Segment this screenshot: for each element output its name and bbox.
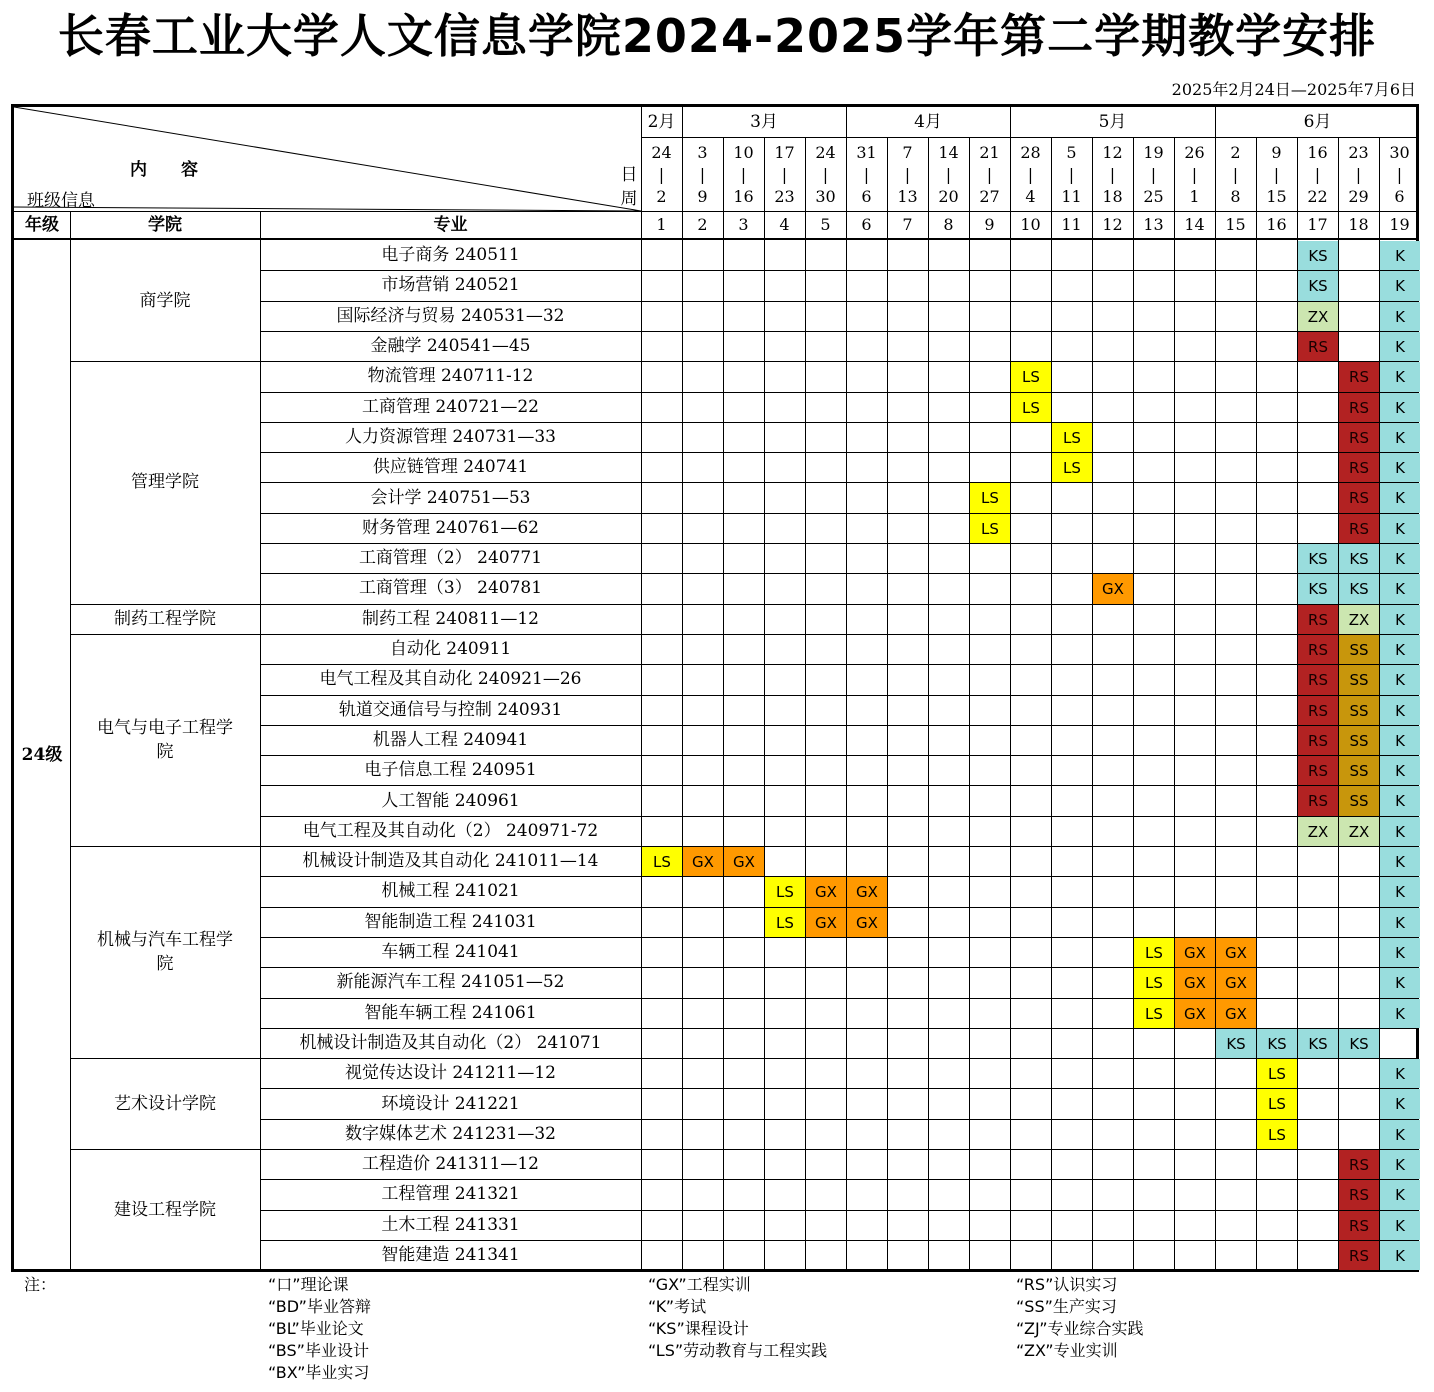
col-grade-header: 年级: [25, 214, 59, 235]
class-info-label: 班级信息: [27, 191, 95, 211]
week-end-date: 16: [733, 187, 754, 206]
schedule-cell-ks: KS: [1339, 1029, 1379, 1058]
week-column-line: [682, 137, 683, 1269]
week-start-date: 31: [856, 143, 877, 162]
week-number: 9: [984, 214, 995, 234]
week-start-date: 28: [1020, 143, 1041, 162]
schedule-cell-k: K: [1380, 726, 1420, 755]
schedule-cell-ls: LS: [1257, 1059, 1297, 1088]
schedule-cell-k: K: [1380, 1241, 1420, 1270]
major-name: 自动化 240911: [389, 639, 512, 660]
week-date-range: [1297, 139, 1338, 211]
week-date-range: [1010, 139, 1051, 211]
schedule-cell-ks: KS: [1298, 241, 1338, 270]
major-name: 制药工程 240811—12: [362, 608, 539, 629]
schedule-cell-rs: RS: [1339, 514, 1379, 543]
month-3: 4月: [914, 112, 942, 132]
week-number: 15: [1225, 214, 1246, 234]
schedule-cell-rs: RS: [1298, 605, 1338, 634]
schedule-cell-gx: GX: [806, 877, 846, 907]
major-name: 电子信息工程 240951: [364, 760, 537, 781]
schedule-cell-gx: GX: [1216, 968, 1256, 998]
schedule-cell-gx: GX: [1175, 968, 1215, 998]
schedule-cell-k: K: [1380, 302, 1420, 331]
week-start-date: 10: [733, 143, 754, 162]
schedule-cell-gx: GX: [1175, 938, 1215, 967]
grade-college-divider: [70, 211, 71, 1269]
schedule-table: [11, 104, 1419, 1272]
schedule-cell-ks: KS: [1339, 544, 1379, 573]
college-name: 建设工程学院: [114, 1199, 216, 1220]
schedule-cell-ls: LS: [1011, 393, 1051, 422]
week-column-line: [764, 137, 765, 1269]
week-end-date: 22: [1307, 187, 1328, 206]
major-name: 土木工程 241331: [381, 1214, 520, 1235]
week-date-range: [682, 139, 723, 211]
week-date-separator-icon: |: [986, 165, 993, 184]
schedule-cell-ks: KS: [1257, 1029, 1297, 1058]
week-end-date: 6: [861, 187, 872, 206]
week-end-date: 29: [1348, 187, 1369, 206]
legend-item: “K”考试: [648, 1297, 707, 1316]
date-range: 2025年2月24日—2025年7月6日: [1171, 80, 1416, 99]
schedule-cell-k: K: [1380, 332, 1420, 361]
major-name: 数字媒体艺术 241231—32: [345, 1123, 556, 1144]
college-name: 机械与汽车工程学院: [97, 930, 233, 975]
schedule-cell-k: K: [1380, 817, 1420, 846]
week-date-separator-icon: |: [1109, 165, 1116, 184]
week-start-date: 23: [1348, 143, 1369, 162]
major-name: 工程管理 241321: [381, 1184, 520, 1205]
week-end-date: 13: [897, 187, 918, 206]
week-number: 1: [656, 214, 667, 234]
schedule-cell-ks: KS: [1216, 1029, 1256, 1058]
legend-item: “ZJ”专业综合实践: [1016, 1319, 1144, 1338]
legend-item: “KS”课程设计: [648, 1319, 749, 1338]
week-number: 18: [1348, 214, 1369, 234]
schedule-cell-ks: KS: [1298, 574, 1338, 604]
week-date-separator-icon: |: [740, 165, 747, 184]
week-start-date: 3: [697, 143, 708, 162]
week-date-range: [764, 139, 805, 211]
week-end-date: 20: [938, 187, 959, 206]
schedule-cell-k: K: [1380, 574, 1420, 604]
schedule-cell-gx: GX: [806, 908, 846, 937]
schedule-cell-ls: LS: [970, 514, 1010, 543]
college-name: 商学院: [139, 290, 191, 311]
week-start-date: 14: [938, 143, 959, 162]
week-end-date: 23: [774, 187, 795, 206]
week-date-range: [1256, 139, 1297, 211]
major-name: 智能车辆工程 241061: [364, 1002, 537, 1023]
week-start-date: 26: [1184, 143, 1205, 162]
week-date-range: [1092, 139, 1133, 211]
schedule-cell-rs: RS: [1339, 393, 1379, 422]
col-college-header: 学院: [148, 214, 182, 235]
week-start-date: 19: [1143, 143, 1164, 162]
schedule-cell-k: K: [1380, 271, 1420, 301]
week-number: 8: [943, 214, 954, 234]
legend-item: “BX”毕业实习: [268, 1363, 370, 1382]
week-date-separator-icon: |: [1027, 165, 1034, 184]
date-label: 日: [620, 165, 638, 185]
schedule-cell-rs: RS: [1298, 696, 1338, 725]
major-name: 市场营销 240521: [381, 275, 520, 296]
legend-item: “BD”毕业答辩: [268, 1297, 371, 1316]
schedule-cell-k: K: [1380, 453, 1420, 482]
schedule-cell-gx: GX: [1216, 938, 1256, 967]
week-number: 14: [1184, 214, 1205, 234]
week-column-line: [1174, 137, 1175, 1269]
schedule-cell-k: K: [1380, 241, 1420, 270]
legend-item: “GX”工程实训: [648, 1275, 751, 1294]
schedule-cell-gx: GX: [724, 847, 764, 876]
major-name: 机器人工程 240941: [372, 729, 529, 750]
week-end-date: 18: [1102, 187, 1123, 206]
schedule-cell-rs: RS: [1339, 362, 1379, 392]
week-end-date: 27: [979, 187, 1000, 206]
week-date-separator-icon: |: [699, 165, 706, 184]
week-date-separator-icon: |: [1273, 165, 1280, 184]
schedule-cell-k: K: [1380, 999, 1420, 1028]
legend-notes: [0, 1272, 1434, 1392]
week-end-date: 25: [1143, 187, 1164, 206]
schedule-cell-gx: GX: [847, 908, 887, 937]
week-number: 6: [861, 214, 872, 234]
week-end-date: 30: [815, 187, 836, 206]
schedule-cell-ls: LS: [1134, 999, 1174, 1028]
week-date-separator-icon: |: [1068, 165, 1075, 184]
week-column-line: [1051, 137, 1052, 1269]
major-name: 机械工程 241021: [381, 881, 520, 902]
major-name: 工商管理（3） 240781: [358, 578, 543, 599]
week-date-range: [1379, 139, 1420, 211]
schedule-cell-k: K: [1380, 514, 1420, 543]
schedule-cell-ls: LS: [1134, 968, 1174, 998]
schedule-cell-k: K: [1380, 544, 1420, 573]
schedule-cell-ss: SS: [1339, 726, 1379, 755]
week-column-line: [1133, 137, 1134, 1269]
schedule-cell-ss: SS: [1339, 786, 1379, 816]
week-date-separator-icon: |: [1150, 165, 1157, 184]
major-name: 机械设计制造及其自动化 241011—14: [302, 851, 599, 872]
schedule-cell-ls: LS: [1134, 938, 1174, 967]
week-number: 11: [1061, 214, 1082, 234]
major-name: 工商管理 240721—22: [362, 396, 539, 417]
week-date-range: [641, 139, 682, 211]
week-start-date: 2: [1230, 143, 1241, 162]
schedule-cell-ls: LS: [1257, 1089, 1297, 1119]
schedule-cell-ks: KS: [1298, 1029, 1338, 1058]
week-date-range: [723, 139, 764, 211]
major-name: 金融学 240541—45: [370, 336, 531, 357]
legend-item: “ZX”专业实训: [1016, 1341, 1118, 1360]
major-name: 电子商务 240511: [381, 245, 520, 266]
week-date-range: [846, 139, 887, 211]
legend-item: “口”理论课: [268, 1275, 349, 1294]
schedule-cell-k: K: [1380, 756, 1420, 785]
month-2: 3月: [750, 112, 778, 132]
week-start-date: 24: [651, 143, 672, 162]
legend-item: “RS”认识实习: [1016, 1275, 1118, 1294]
schedule-cell-rs: RS: [1339, 1180, 1379, 1210]
schedule-cell-k: K: [1380, 635, 1420, 664]
week-column-line: [887, 137, 888, 1269]
major-name: 新能源汽车工程 241051—52: [336, 972, 565, 993]
major-name: 电气工程及其自动化 240921—26: [319, 669, 582, 690]
week-date-separator-icon: |: [1191, 165, 1198, 184]
major-name: 环境设计 241221: [381, 1093, 520, 1114]
week-column-line: [969, 137, 970, 1269]
month-1: 2月: [647, 112, 676, 132]
week-start-date: 16: [1307, 143, 1328, 162]
schedule-cell-ls: LS: [765, 877, 805, 907]
week-number: 7: [902, 214, 913, 234]
week-end-date: 15: [1266, 187, 1287, 206]
schedule-cell-ls: LS: [765, 908, 805, 937]
grade-label: 24级: [21, 744, 63, 765]
schedule-cell-k: K: [1380, 908, 1420, 937]
week-date-range: [928, 139, 969, 211]
week-start-date: 30: [1389, 143, 1410, 162]
week-start-date: 12: [1102, 143, 1123, 162]
major-name: 工商管理（2） 240771: [358, 548, 543, 569]
week-date-separator-icon: |: [658, 165, 665, 184]
schedule-cell-ls: LS: [1052, 453, 1092, 482]
schedule-cell-gx: GX: [1216, 999, 1256, 1028]
week-column-line: [1010, 137, 1011, 1269]
week-date-range: [887, 139, 928, 211]
schedule-cell-zx: ZX: [1339, 605, 1379, 634]
schedule-cell-k: K: [1380, 665, 1420, 695]
schedule-cell-k: K: [1380, 1180, 1420, 1210]
major-name: 供应链管理 240741: [372, 457, 529, 478]
week-column-line: [1092, 137, 1093, 1269]
schedule-cell-rs: RS: [1339, 1150, 1379, 1179]
week-date-separator-icon: |: [904, 165, 911, 184]
page-title: 长春工业大学人文信息学院2024-2025学年第二学期教学安排: [57, 9, 1377, 63]
week-column-line: [846, 137, 847, 1269]
weeks-left-border: [641, 107, 642, 1269]
week-end-date: 9: [697, 187, 708, 206]
week-date-range: [1338, 139, 1379, 211]
schedule-cell-ls: LS: [642, 847, 682, 876]
week-date-range: [1174, 139, 1215, 211]
week-start-date: 17: [774, 143, 795, 162]
schedule-cell-zx: ZX: [1339, 817, 1379, 846]
major-name: 人力资源管理 240731—33: [345, 426, 556, 447]
week-end-date: 4: [1025, 187, 1036, 206]
schedule-cell-ss: SS: [1339, 635, 1379, 664]
schedule-cell-k: K: [1380, 1120, 1420, 1149]
schedule-cell-gx: GX: [847, 877, 887, 907]
major-name: 智能建造 241341: [381, 1245, 520, 1266]
week-date-range: [1215, 139, 1256, 211]
schedule-cell-gx: GX: [1175, 999, 1215, 1028]
legend-item: “BL”毕业论文: [268, 1319, 364, 1338]
schedule-cell-k: K: [1380, 1211, 1420, 1240]
week-date-separator-icon: |: [1232, 165, 1239, 184]
legend-note-label: 注：: [24, 1275, 57, 1294]
schedule-cell-ss: SS: [1339, 665, 1379, 695]
week-date-separator-icon: |: [945, 165, 952, 184]
week-end-date: 8: [1230, 187, 1241, 206]
week-date-range: [1051, 139, 1092, 211]
week-number: 19: [1389, 214, 1410, 234]
legend-item: “SS”生产实习: [1016, 1297, 1117, 1316]
week-date-range: [1133, 139, 1174, 211]
schedule-cell-rs: RS: [1339, 483, 1379, 513]
schedule-cell-ls: LS: [970, 483, 1010, 513]
schedule-cell-k: K: [1380, 362, 1420, 392]
schedule-cell-k: K: [1380, 938, 1420, 967]
major-name: 轨道交通信号与控制 240931: [338, 699, 563, 720]
content-label: 内 容: [130, 160, 198, 180]
schedule-cell-ks: KS: [1339, 574, 1379, 604]
legend-item: “BS”毕业设计: [268, 1341, 369, 1360]
schedule-cell-k: K: [1380, 1150, 1420, 1179]
week-column-line: [928, 137, 929, 1269]
week-date-separator-icon: |: [1396, 165, 1403, 184]
week-number: 16: [1266, 214, 1287, 234]
schedule-cell-gx: GX: [1093, 574, 1133, 604]
major-name: 国际经济与贸易 240531—32: [336, 305, 565, 326]
schedule-cell-k: K: [1380, 423, 1420, 452]
week-date-separator-icon: |: [781, 165, 788, 184]
schedule-cell-k: K: [1380, 483, 1420, 513]
schedule-cell-ss: SS: [1339, 696, 1379, 725]
week-number: 4: [779, 214, 790, 234]
week-end-date: 11: [1061, 187, 1082, 206]
week-end-date: 1: [1189, 187, 1200, 206]
major-name: 物流管理 240711-12: [367, 366, 534, 387]
major-name: 电气工程及其自动化（2） 240971-72: [302, 820, 599, 841]
week-label: 周: [620, 189, 638, 209]
college-name: 制药工程学院: [114, 608, 216, 629]
schedule-cell-rs: RS: [1298, 332, 1338, 361]
schedule-cell-k: K: [1380, 605, 1420, 634]
schedule-cell-rs: RS: [1298, 635, 1338, 664]
schedule-cell-k: K: [1380, 696, 1420, 725]
major-name: 车辆工程 241041: [381, 942, 520, 963]
schedule-cell-rs: RS: [1339, 453, 1379, 482]
schedule-cell-k: K: [1380, 393, 1420, 422]
schedule-cell-ls: LS: [1257, 1120, 1297, 1149]
schedule-cell-k: K: [1380, 1089, 1420, 1119]
month-4: 5月: [1098, 112, 1127, 132]
week-date-separator-icon: |: [863, 165, 870, 184]
week-number: 5: [820, 214, 831, 234]
week-start-date: 5: [1066, 143, 1077, 162]
month-5: 6月: [1303, 112, 1332, 132]
schedule-cell-rs: RS: [1298, 786, 1338, 816]
schedule-cell-k: K: [1380, 786, 1420, 816]
schedule-cell-gx: GX: [683, 847, 723, 876]
week-column-line: [805, 137, 806, 1269]
schedule-cell-k: K: [1380, 877, 1420, 907]
major-name: 会计学 240751—53: [370, 487, 531, 508]
week-number: 13: [1143, 214, 1164, 234]
major-name: 财务管理 240761—62: [362, 517, 539, 538]
major-name: 机械设计制造及其自动化（2） 241071: [299, 1032, 602, 1053]
week-start-date: 24: [815, 143, 836, 162]
schedule-cell-ss: SS: [1339, 756, 1379, 785]
college-name: 管理学院: [131, 472, 199, 493]
schedule-cell-k: K: [1380, 1059, 1420, 1088]
schedule-cell-rs: RS: [1339, 1241, 1379, 1270]
month-divider: [641, 137, 1416, 138]
major-name: 视觉传达设计 241211—12: [345, 1063, 556, 1084]
week-start-date: 9: [1271, 143, 1282, 162]
week-number: 17: [1307, 214, 1328, 234]
major-name: 人工智能 240961: [381, 790, 520, 811]
week-number: 2: [697, 214, 708, 234]
week-date-separator-icon: |: [822, 165, 829, 184]
schedule-cell-ks: KS: [1298, 544, 1338, 573]
week-number: 10: [1020, 214, 1041, 234]
schedule-cell-rs: RS: [1339, 423, 1379, 452]
week-date-range: [805, 139, 846, 211]
legend-item: “LS”劳动教育与工程实践: [648, 1341, 828, 1360]
schedule-grid: [14, 107, 1416, 1269]
schedule-cell-k: K: [1380, 968, 1420, 998]
week-column-line: [1215, 137, 1216, 1269]
schedule-cell-rs: RS: [1298, 726, 1338, 755]
week-date-range: [969, 139, 1010, 211]
schedule-cell-rs: RS: [1339, 1211, 1379, 1240]
major-name: 工程造价 241311—12: [362, 1154, 539, 1175]
schedule-cell-ks: KS: [1298, 271, 1338, 301]
week-number: 12: [1102, 214, 1123, 234]
schedule-cell-rs: RS: [1298, 665, 1338, 695]
week-end-date: 2: [656, 187, 667, 206]
week-end-date: 6: [1394, 187, 1405, 206]
schedule-cell-zx: ZX: [1298, 817, 1338, 846]
week-date-separator-icon: |: [1355, 165, 1362, 184]
schedule-cell-ls: LS: [1011, 362, 1051, 392]
schedule-cell-k: K: [1380, 847, 1420, 876]
college-name: 艺术设计学院: [114, 1093, 216, 1114]
week-date-separator-icon: |: [1314, 165, 1321, 184]
week-start-date: 7: [902, 143, 913, 162]
college-name: 电气与电子工程学院: [97, 717, 233, 762]
col-major-header: 专业: [433, 214, 468, 235]
major-name: 智能制造工程 241031: [364, 911, 537, 932]
week-start-date: 21: [979, 143, 1000, 162]
schedule-cell-zx: ZX: [1298, 302, 1338, 331]
week-number: 3: [738, 214, 749, 234]
week-column-line: [723, 137, 724, 1269]
schedule-cell-ls: LS: [1052, 423, 1092, 452]
schedule-cell-rs: RS: [1298, 756, 1338, 785]
